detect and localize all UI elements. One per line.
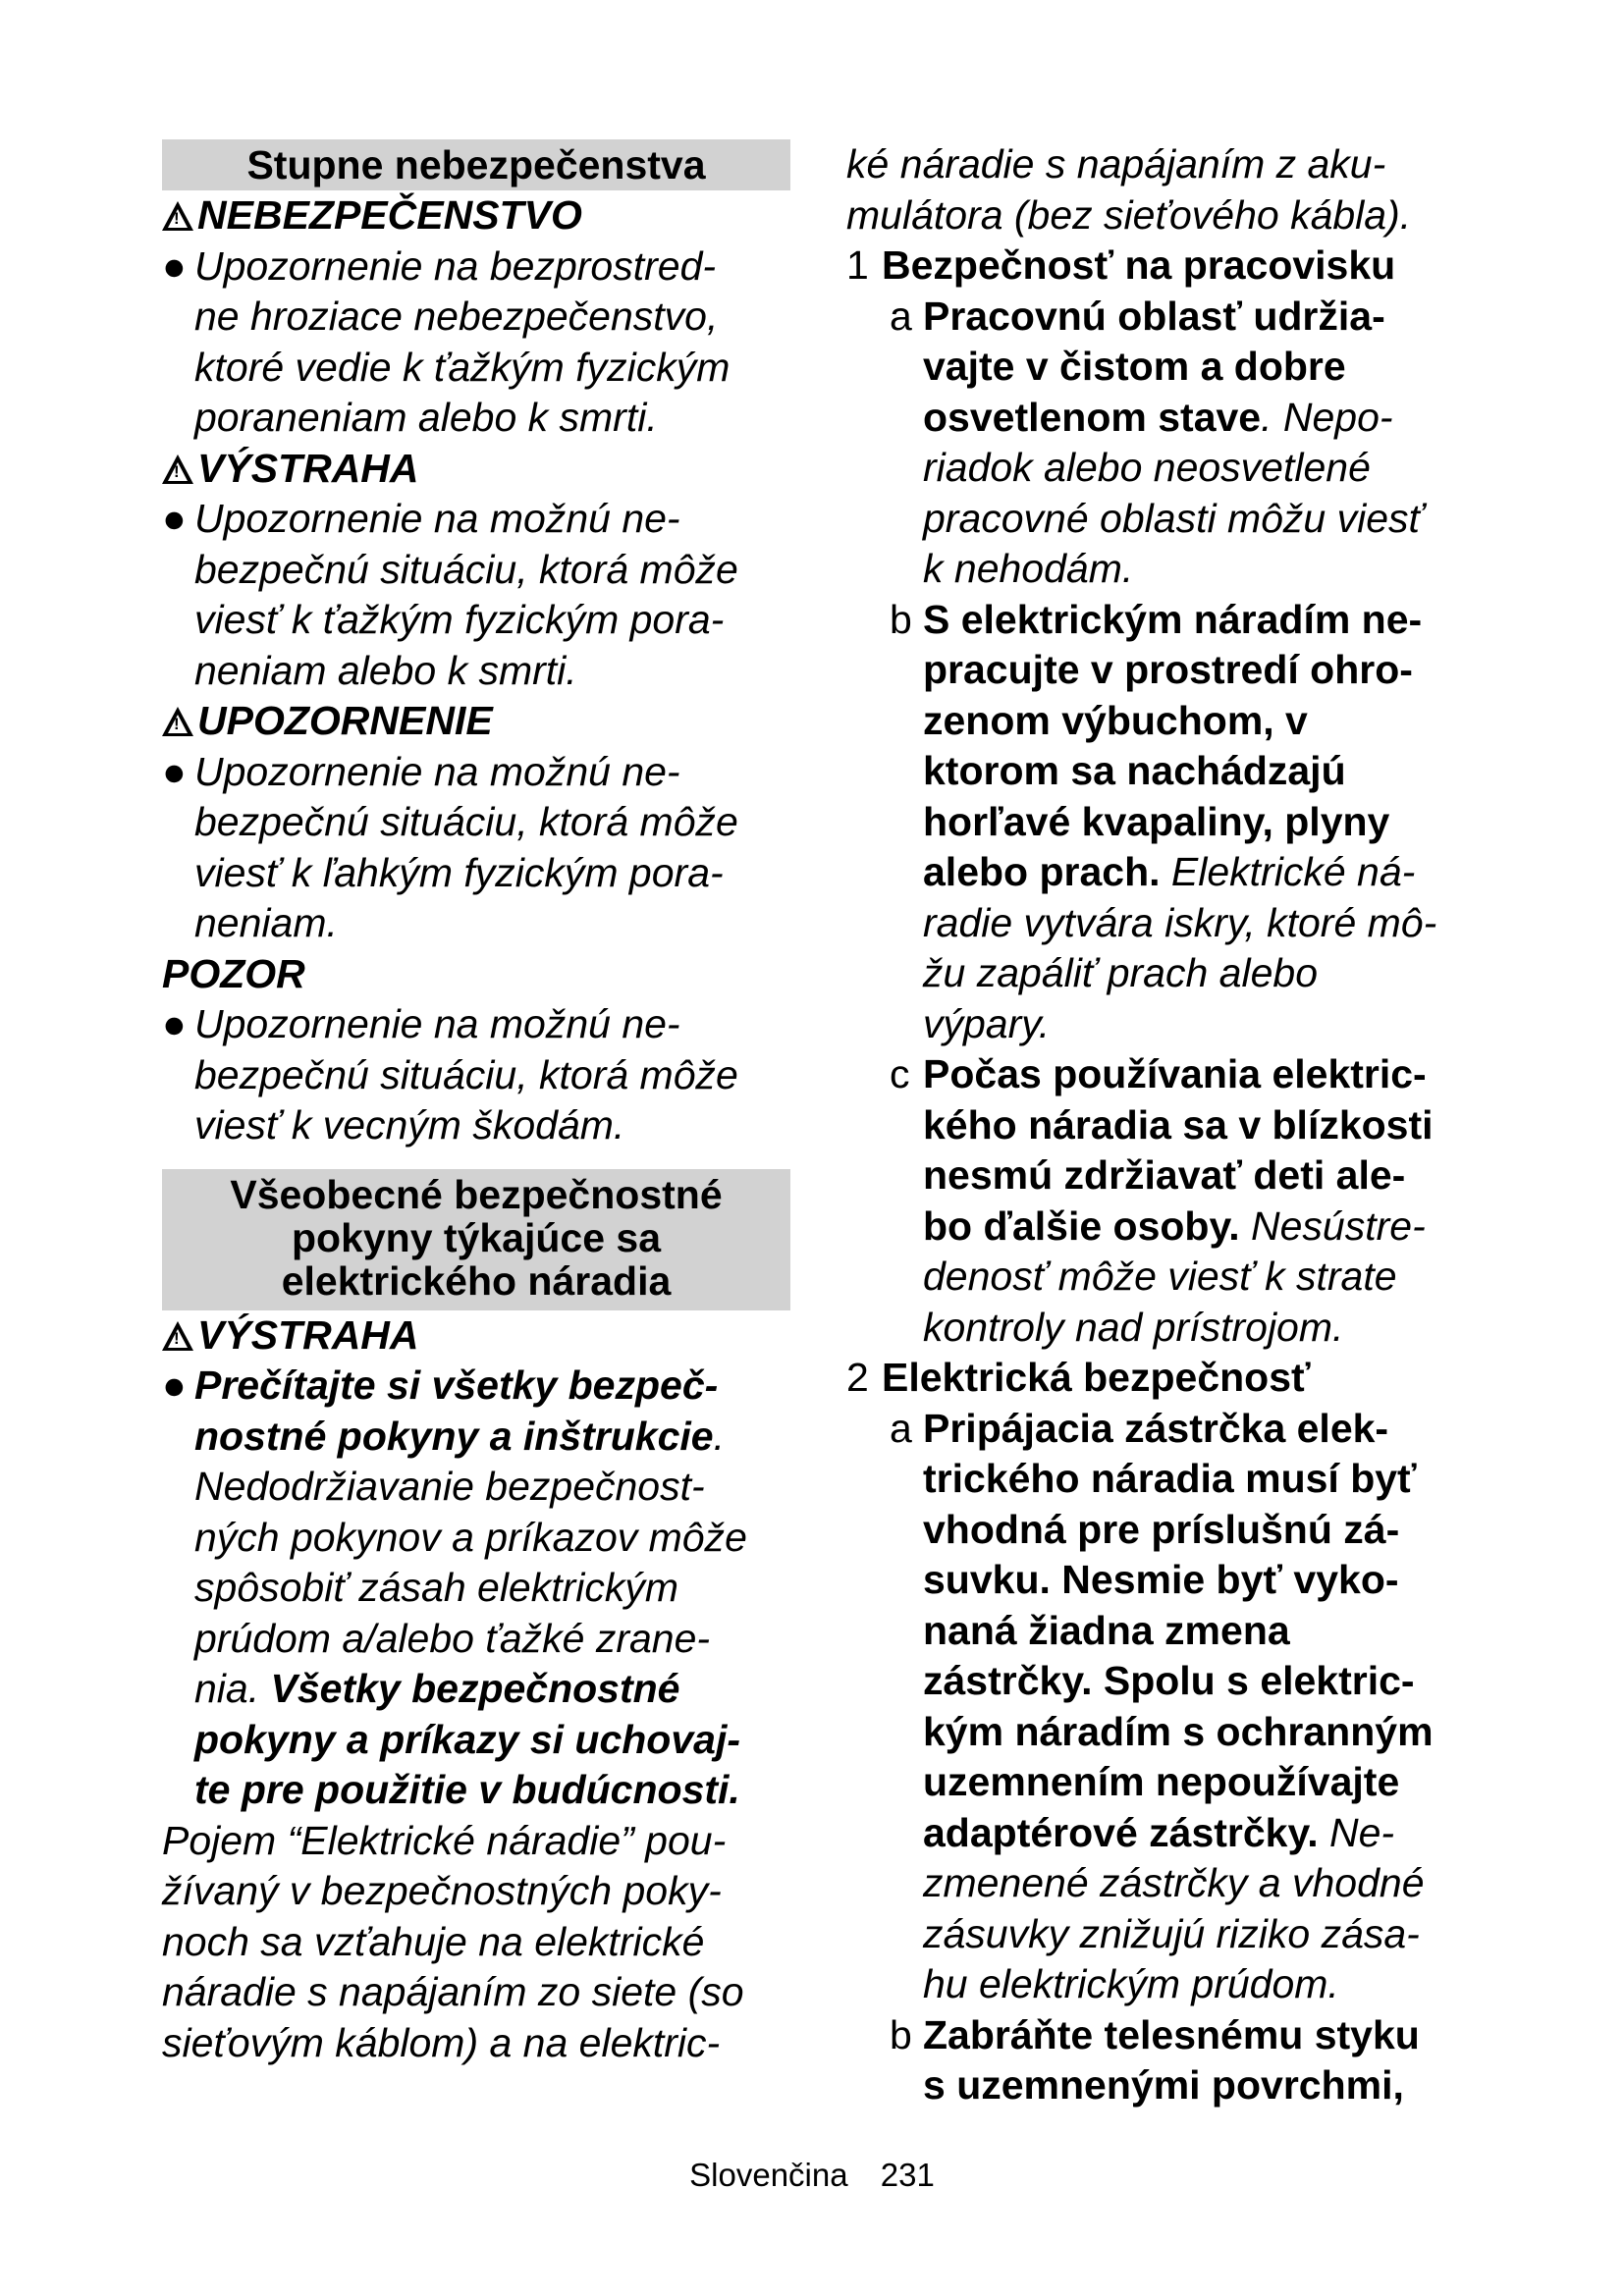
bullet-icon: ● [162,242,187,289]
warning-line: viesť k ťažkým fyzickým pora- [194,597,725,642]
item-line: bo ďalšie osoby. Nesústre- [923,1202,1426,1249]
notice-line: ● Upozornenie na možnú ne- [162,999,790,1050]
section-2-title: 2 Elektrická bezpečnosť [846,1355,1311,1400]
item-line: pracovné oblasti môžu viesť [923,495,1424,541]
warning-triangle-icon [162,201,193,231]
heading-line: pokyny týkajúce sa [291,1214,662,1260]
general-line: Nedodržiavanie bezpečnost- [194,1464,705,1509]
item-line: zástrčky. Spolu s elektric- [923,1658,1415,1703]
section-heading-hazard-levels: Stupne nebezpečenstva [162,139,790,190]
warning-triangle-icon [162,1321,193,1351]
bullet-icon: ● [162,748,187,794]
warning-triangle-icon [162,707,193,736]
bullet-icon: ● [162,496,187,541]
right-column [846,139,1494,2111]
warning-label-general: !VÝSTRAHA [162,1310,790,1362]
item-line: zásuvky znižujú riziko zása- [923,1910,1420,1956]
caution-line: viesť k ľahkým fyzickým pora- [194,849,724,895]
item-line: riadok alebo neosvetlené [923,445,1371,490]
item-line: denosť môže viesť k strate [923,1254,1397,1299]
definition-line: noch sa vzťahuje na elektrické [162,1918,705,1964]
item-line: kého náradia sa v blízkosti [923,1101,1434,1148]
definition-line: ké náradie s napájaním z aku- [846,141,1386,187]
item-2a: a Pripájacia zástrčka elek- [890,1405,1389,1451]
notice-label: POZOR [162,950,305,996]
item-line: k nehodám. [923,546,1134,591]
item-1c: c Počas používania elektric- [890,1051,1427,1096]
general-line: nostné pokyny a inštrukcie. [194,1413,726,1459]
item-line: alebo prach. Elektrické ná- [923,849,1416,894]
item-1a: a Pracovnú oblasť udržia- [890,293,1385,339]
general-line: nia. Všetky bezpečnostné [194,1666,680,1711]
warning-label: !VÝSTRAHA [162,444,790,495]
item-line: žu zapáliť prach alebo [923,950,1318,995]
footer-language: Slovenčina [689,2157,848,2193]
item-line: ktorom sa nachádzajú [923,748,1346,793]
bullet-icon: ● [162,1001,187,1046]
item-line: pracujte v prostredí ohro- [923,647,1413,692]
general-line: te pre použitie v budúcnosti. [194,1767,740,1812]
definition-line: náradie s napájaním zo siete (so [162,1969,744,2014]
item-line: nesmú zdržiavať deti ale- [923,1152,1406,1198]
item-line: s uzemnenými povrchmi, [923,2062,1404,2108]
item-line: kým náradím s ochranným [923,1708,1434,1754]
item-line: adaptérové zástrčky. Ne- [923,1809,1395,1855]
bullet-icon: ● [162,1362,187,1408]
caution-line: bezpečnú situáciu, ktorá môže [194,799,738,844]
section-1-title: 1 Bezpečnosť na pracovisku [846,242,1396,288]
danger-line: ● Upozornenie na bezprostred- [162,241,790,293]
item-line: uzemnením nepoužívajte [923,1759,1400,1804]
definition-line: Pojem “Elektrické náradie” pou- [162,1817,727,1863]
definition-line: sieťovým káblom) a na elektric- [162,2019,721,2065]
item-line: vhodná pre príslušnú zá- [923,1506,1400,1552]
danger-line: poraneniam alebo k smrti. [194,395,658,440]
item-line: horľavé kvapaliny, plyny [923,798,1390,844]
item-line: suvku. Nesmie byť vyko- [923,1557,1399,1602]
notice-line: bezpečnú situáciu, ktorá môže [194,1051,738,1097]
caution-line: ● Upozornenie na možnú ne- [162,747,790,798]
warning-line: ● Upozornenie na možnú ne- [162,494,790,545]
warning-triangle-icon [162,454,193,484]
definition-line: žívaný v bezpečnostných poky- [162,1868,722,1913]
heading-line: Všeobecné bezpečnostné [230,1171,723,1217]
heading-line: elektrického náradia [281,1257,672,1304]
section-heading-general-safety [162,1169,790,1310]
item-line: vajte v čistom a dobre [923,344,1346,389]
general-line: ných pokynov a príkazov môže [194,1514,747,1560]
danger-line: ktoré vedie k ťažkým fyzickým [194,344,731,390]
item-2b: b Zabráňte telesnému styku [890,2011,1420,2057]
general-line: ● Prečítajte si všetky bezpeč- [162,1361,790,1412]
definition-line: mulátora (bez sieťového kábla). [846,191,1412,238]
general-line: spôsobiť zásah elektrickým [194,1565,679,1610]
item-line: naná žiadna zmena [923,1607,1290,1653]
caution-line: neniam. [194,900,338,945]
item-line: výpary. [923,1000,1051,1046]
item-1b: b S elektrickým náradím ne- [890,596,1423,642]
warning-line: neniam alebo k smrti. [194,647,577,693]
general-line: prúdom a/alebo ťažké zrane- [194,1615,711,1661]
item-line: osvetlenom stave. Nepo- [923,394,1393,440]
item-line: trického náradia musí byť [923,1456,1417,1501]
warning-line: bezpečnú situáciu, ktorá môže [194,546,738,592]
item-line: zmenené zástrčky a vhodné [923,1860,1425,1905]
item-line: hu elektrickým prúdom. [923,1961,1339,2006]
item-line: radie vytvára iskry, ktoré mô- [923,899,1437,945]
left-column [162,139,790,2068]
page-number: 231 [880,2157,935,2193]
page-footer [0,2156,1624,2195]
caution-label: !UPOZORNENIE [162,696,790,747]
general-line: pokyny a príkazy si uchovaj- [194,1716,740,1762]
item-line: kontroly nad prístrojom. [923,1304,1344,1350]
item-line: zenom výbuchom, v [923,697,1308,743]
danger-line: ne hroziace nebezpečenstvo, [194,294,719,339]
notice-line: viesť k vecným škodám. [194,1102,625,1148]
danger-label: !NEBEZPEČENSTVO [162,190,790,241]
